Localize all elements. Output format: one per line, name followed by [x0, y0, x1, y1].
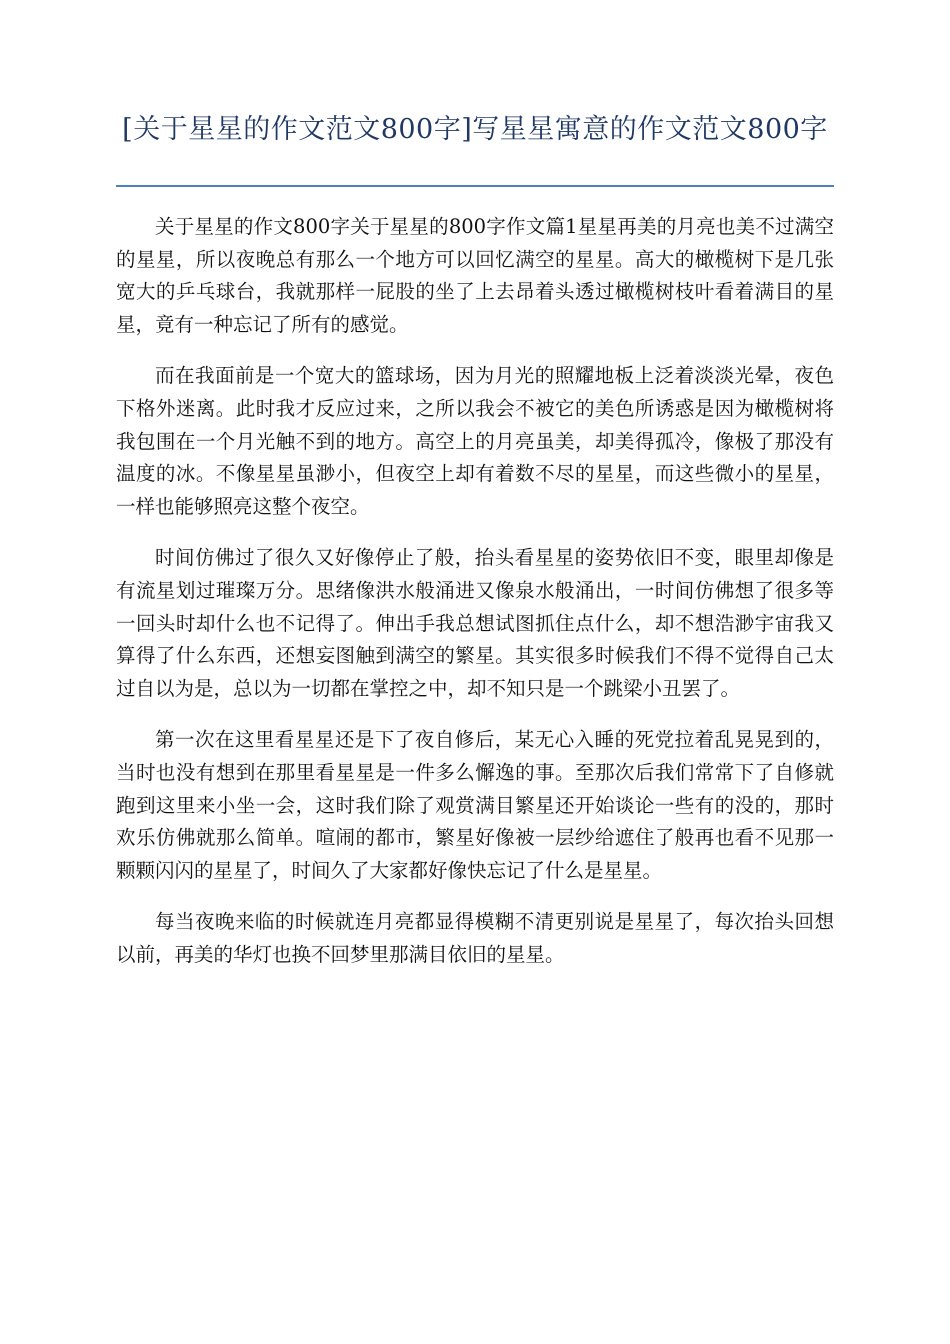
paragraph-1: 关于星星的作文800字关于星星的800字作文篇1星星再美的月亮也美不过满空的星星，所以夜晚总有那么一个地方可以回忆满空的星星。高大的橄榄树下是几张宽大的乒乓球台，我就那样一屁股的坐了上去昂着头透过橄榄树枝叶看着满目的星星，竟有一种忘记了所有的感觉。 [116, 215, 834, 336]
document-title: [关于星星的作文范文800字]写星星寓意的作文范文800字 [122, 114, 828, 145]
title-block [116, 113, 834, 147]
document-body [116, 211, 834, 990]
paragraph-2: 而在我面前是一个宽大的篮球场，因为月光的照耀地板上泛着淡淡光晕，夜色下格外迷离。此时我才反应过来，之所以我会不被它的美色所诱惑是因为橄榄树将我包围在一个月光触不到的地方。高空上的月亮虽美，却美得孤冷，像极了那没有温度的冰。不像星星虽渺小，但夜空上却有着数不尽的星星，而这些微小的星星，一样也能够照亮这整个夜空。 [116, 364, 834, 518]
paragraph-5: 每当夜晚来临的时候就连月亮都显得模糊不清更别说是星星了，每次抬头回想以前，再美的华灯也换不回梦里那满目依旧的星星。 [116, 910, 834, 966]
paragraph-4: 第一次在这里看星星还是下了夜自修后，某无心入睡的死党拉着乱晃晃到的，当时也没有想到在那里看星星是一件多么懈逸的事。至那次后我们常常下了自修就跑到这里来小坐一会，这时我们除了观赏满目繁星还开始谈论一些有的没的，那时欢乐仿佛就那么简单。喧闹的都市，繁星好像被一层纱给遮住了般再也看不见那一颗颗闪闪的星星了，时间久了大家都好像快忘记了什么是星星。 [116, 728, 834, 882]
title-underline [116, 185, 834, 187]
paragraph-3: 时间仿佛过了很久又好像停止了般，抬头看星星的姿势依旧不变，眼里却像是有流星划过璀璨万分。思绪像洪水般涌进又像泉水般涌出，一时间仿佛想了很多等一回头时却什么也不记得了。伸出手我总想试图抓住点什么，却不想浩渺宇宙我又算得了什么东西，还想妄图触到满空的繁星。其实很多时候我们不得不觉得自己太过自以为是，总以为一切都在掌控之中，却不知只是一个跳梁小丑罢了。 [116, 546, 834, 700]
